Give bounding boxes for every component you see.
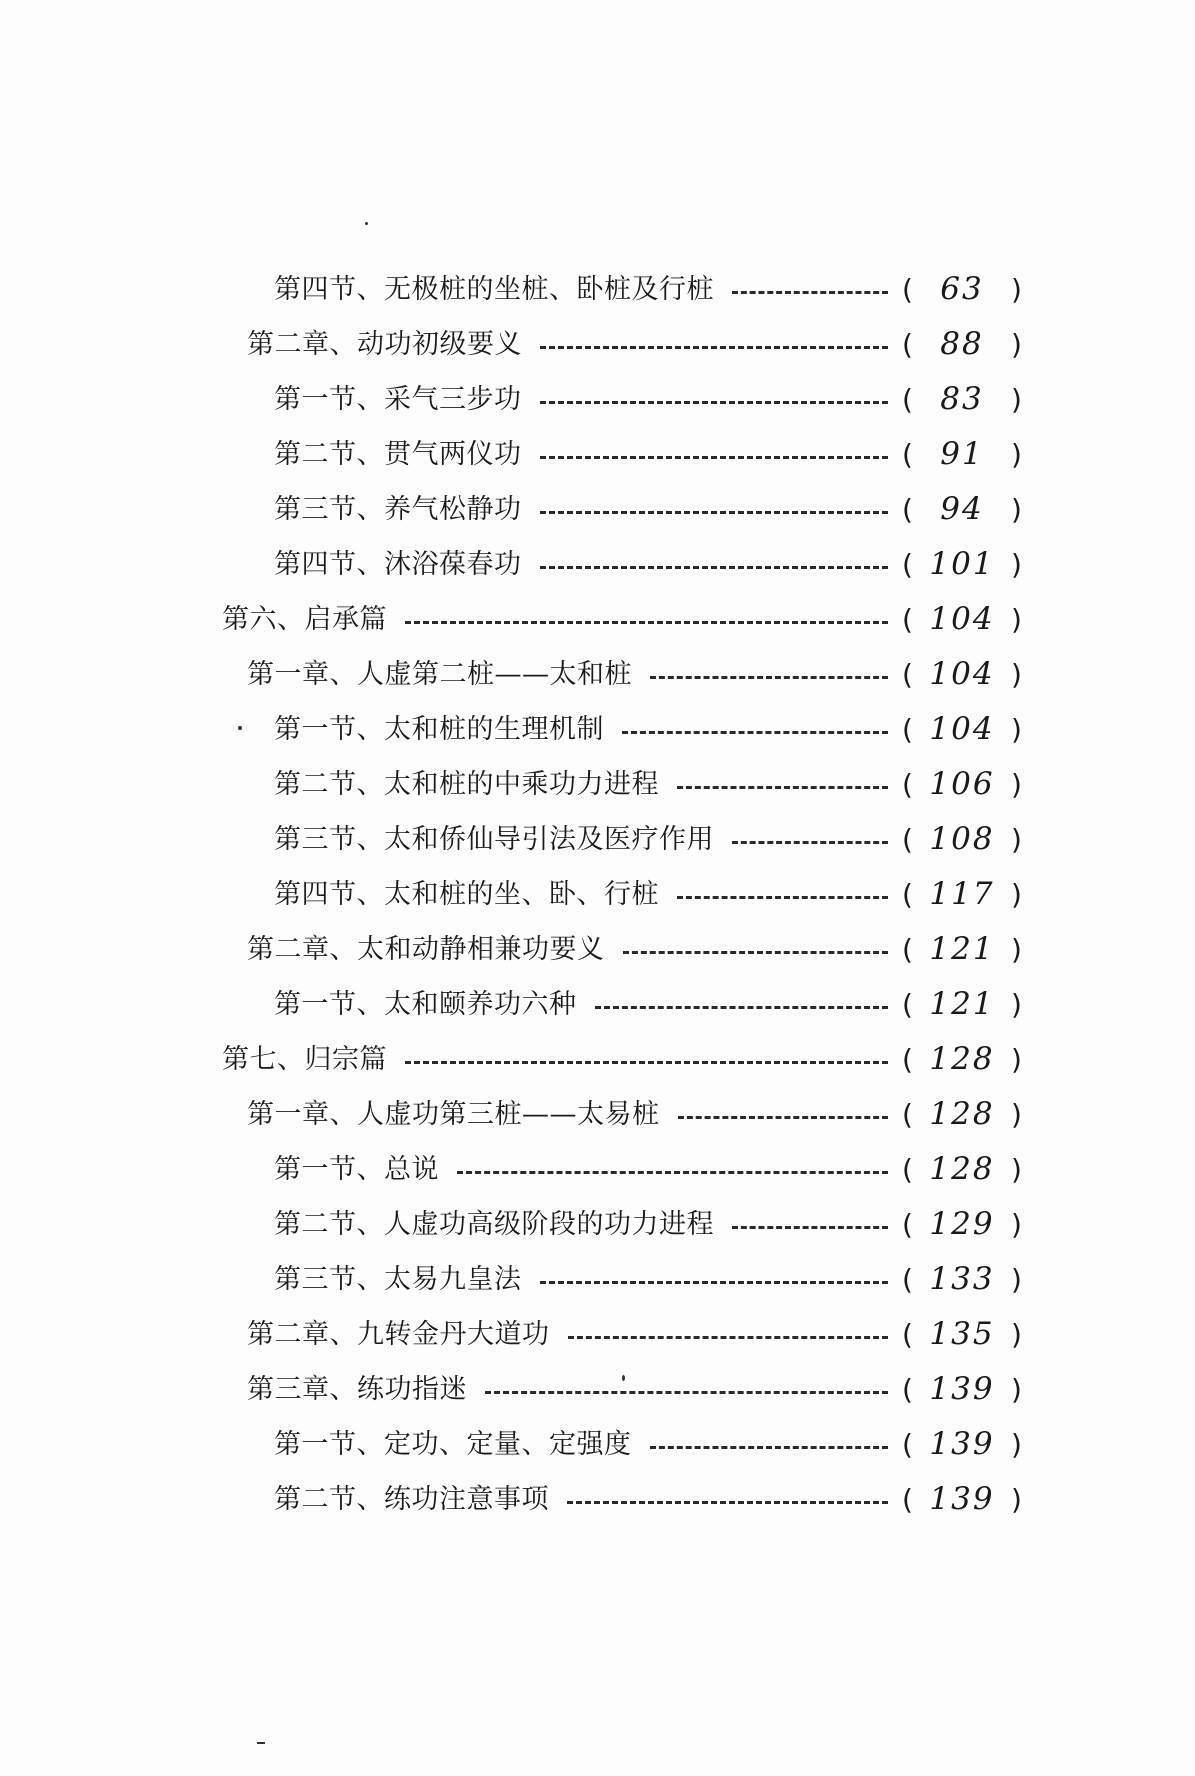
toc-entry-title: 第二节、太和桩的中乘功力进程	[274, 769, 659, 800]
toc-entry	[222, 537, 1022, 592]
toc-page-ref	[902, 262, 1022, 317]
toc-entry-title: 第二节、练功注意事项	[274, 1484, 549, 1515]
toc-page-ref	[902, 757, 1022, 812]
toc-leader-dashes	[457, 1169, 888, 1174]
toc-page-ref	[902, 867, 1022, 922]
toc-entry-title: 第一节、定功、定量、定强度	[274, 1429, 632, 1460]
toc-entry	[222, 1362, 1022, 1417]
toc-entry-title: 第三节、太和侨仙导引法及医疗作用	[274, 824, 714, 855]
toc-entry	[222, 812, 1022, 867]
toc-page-ref	[902, 1087, 1022, 1142]
toc-page-number: 94	[940, 491, 984, 527]
toc-entry-title: 第二章、太和动静相兼功要义	[247, 934, 605, 965]
close-paren: )	[1011, 1043, 1022, 1076]
toc-page-number: 88	[940, 326, 984, 362]
toc-entry-title: 第三章、练功指迷	[247, 1374, 467, 1405]
open-paren: (	[902, 1098, 913, 1131]
toc-leader-dashes	[540, 1279, 889, 1284]
toc-entry	[222, 592, 1022, 647]
close-paren: )	[1011, 603, 1022, 636]
open-paren: (	[902, 438, 913, 471]
toc-page-number: 106	[929, 766, 995, 802]
close-paren: )	[1011, 658, 1022, 691]
open-paren: (	[902, 493, 913, 526]
toc-page-number: 139	[929, 1481, 995, 1517]
toc-page-number: 83	[940, 381, 984, 417]
toc-entry	[222, 702, 1022, 757]
close-paren: )	[1011, 768, 1022, 801]
toc-entry	[222, 427, 1022, 482]
open-paren: (	[902, 823, 913, 856]
close-paren: )	[1011, 878, 1022, 911]
scan-speck	[238, 726, 242, 730]
toc-page-number: 104	[929, 711, 995, 747]
toc-entry	[222, 922, 1022, 977]
toc-entry-title: 第二节、贯气两仪功	[274, 439, 522, 470]
toc-leader-dashes	[405, 1059, 888, 1064]
close-paren: )	[1011, 1098, 1022, 1131]
toc-leader-dashes	[677, 784, 888, 789]
toc-page-ref	[902, 1417, 1022, 1472]
toc-leader-dashes	[677, 894, 888, 899]
toc-page-number: 139	[929, 1371, 995, 1407]
close-paren: )	[1011, 438, 1022, 471]
toc-leader-dashes	[732, 289, 888, 294]
toc-entry-title: 第一节、采气三步功	[274, 384, 522, 415]
open-paren: (	[902, 878, 913, 911]
toc-leader-dashes	[405, 619, 888, 624]
toc-entry-title: 第四节、沐浴葆春功	[274, 549, 522, 580]
toc-entry	[222, 1417, 1022, 1472]
toc-page-ref	[902, 1197, 1022, 1252]
toc-page-ref	[902, 1142, 1022, 1197]
toc-entry	[222, 647, 1022, 702]
toc-entry-title: 第六、启承篇	[222, 604, 387, 635]
toc-leader-dashes	[567, 1499, 888, 1504]
toc-page-ref	[902, 1362, 1022, 1417]
toc-page-number: 129	[929, 1206, 995, 1242]
toc-leader-dashes	[485, 1389, 888, 1394]
close-paren: )	[1011, 328, 1022, 361]
toc-leader-dashes	[732, 1224, 888, 1229]
close-paren: )	[1011, 1373, 1022, 1406]
toc-page-number: 128	[929, 1096, 995, 1132]
toc-page-ref	[902, 1472, 1022, 1527]
toc-entry-title: 第三节、养气松静功	[274, 494, 522, 525]
toc-page-ref	[902, 1032, 1022, 1087]
close-paren: )	[1011, 823, 1022, 856]
close-paren: )	[1011, 713, 1022, 746]
close-paren: )	[1011, 1318, 1022, 1351]
toc-entry-title: 第一节、太和桩的生理机制	[274, 714, 604, 745]
open-paren: (	[902, 1373, 913, 1406]
toc-entry	[222, 262, 1022, 317]
toc-entry-title: 第一节、总说	[274, 1154, 439, 1185]
toc-entry	[222, 1197, 1022, 1252]
toc-page-ref	[902, 372, 1022, 427]
toc-entry	[222, 1472, 1022, 1527]
toc-page-ref	[902, 1307, 1022, 1362]
toc-page-number: 128	[929, 1151, 995, 1187]
toc-page-ref	[902, 1252, 1022, 1307]
toc-leader-dashes	[540, 344, 888, 349]
open-paren: (	[902, 658, 913, 691]
toc-page-number: 128	[929, 1041, 995, 1077]
open-paren: (	[902, 548, 913, 581]
toc-page-number: 108	[929, 821, 995, 857]
toc-entry-title: 第二章、动功初级要义	[247, 329, 522, 360]
toc-leader-dashes	[540, 399, 889, 404]
scan-speck	[257, 1742, 265, 1744]
close-paren: )	[1011, 1263, 1022, 1296]
toc-leader-dashes	[540, 454, 889, 459]
toc-page-ref	[902, 592, 1022, 647]
open-paren: (	[902, 328, 913, 361]
toc-entry	[222, 372, 1022, 427]
toc-leader-dashes	[540, 509, 889, 514]
close-paren: )	[1011, 548, 1022, 581]
close-paren: )	[1011, 933, 1022, 966]
toc-page-number: 121	[929, 986, 995, 1022]
close-paren: )	[1011, 1483, 1022, 1516]
toc-page-ref	[902, 977, 1022, 1032]
toc-page-number: 133	[929, 1261, 995, 1297]
toc-entry	[222, 1307, 1022, 1362]
open-paren: (	[902, 603, 913, 636]
toc-leader-dashes	[650, 1444, 889, 1449]
toc-entry-title: 第四节、太和桩的坐、卧、行桩	[274, 879, 659, 910]
toc-page-ref	[902, 317, 1022, 372]
open-paren: (	[902, 1263, 913, 1296]
toc-page-ref	[902, 537, 1022, 592]
toc-page-number: 135	[929, 1316, 995, 1352]
toc-entry-title: 第三节、太易九皇法	[274, 1264, 522, 1295]
toc-entry	[222, 867, 1022, 922]
close-paren: )	[1011, 383, 1022, 416]
scan-speck	[622, 1375, 625, 1381]
toc-page-number: 63	[940, 271, 984, 307]
toc-leader-dashes	[568, 1334, 889, 1339]
toc-entry	[222, 1032, 1022, 1087]
close-paren: )	[1011, 988, 1022, 1021]
open-paren: (	[902, 383, 913, 416]
toc-leader-dashes	[623, 949, 889, 954]
toc-leader-dashes	[678, 1114, 889, 1119]
open-paren: (	[902, 1043, 913, 1076]
toc-page-ref	[902, 812, 1022, 867]
toc-entry-title: 第二章、九转金丹大道功	[247, 1319, 550, 1350]
table-of-contents	[222, 262, 1022, 1527]
toc-entry	[222, 1087, 1022, 1142]
open-paren: (	[902, 1483, 913, 1516]
toc-page-number: 91	[940, 436, 984, 472]
toc-entry-title: 第一章、人虚第二桩——太和桩	[247, 659, 632, 690]
toc-page-number: 104	[929, 656, 995, 692]
toc-entry	[222, 1142, 1022, 1197]
close-paren: )	[1011, 1428, 1022, 1461]
open-paren: (	[902, 1153, 913, 1186]
close-paren: )	[1011, 1153, 1022, 1186]
toc-page-ref	[902, 702, 1022, 757]
close-paren: )	[1011, 273, 1022, 306]
toc-entry	[222, 1252, 1022, 1307]
open-paren: (	[902, 933, 913, 966]
open-paren: (	[902, 273, 913, 306]
toc-entry	[222, 757, 1022, 812]
toc-leader-dashes	[540, 564, 889, 569]
toc-entry-title: 第四节、无极桩的坐桩、卧桩及行桩	[274, 274, 714, 305]
toc-leader-dashes	[732, 839, 888, 844]
toc-page-number: 101	[929, 546, 995, 582]
toc-page-ref	[902, 427, 1022, 482]
open-paren: (	[902, 1318, 913, 1351]
toc-page-number: 104	[929, 601, 995, 637]
toc-entry	[222, 317, 1022, 372]
toc-page-number: 139	[929, 1426, 995, 1462]
toc-leader-dashes	[622, 729, 888, 734]
close-paren: )	[1011, 493, 1022, 526]
toc-entry	[222, 482, 1022, 537]
toc-leader-dashes	[595, 1004, 889, 1009]
toc-page-number: 117	[929, 876, 995, 912]
toc-entry-title: 第一章、人虚功第三桩——太易桩	[247, 1099, 660, 1130]
toc-page-number: 121	[929, 931, 995, 967]
open-paren: (	[902, 988, 913, 1021]
toc-page-ref	[902, 647, 1022, 702]
close-paren: )	[1011, 1208, 1022, 1241]
toc-leader-dashes	[650, 674, 888, 679]
scan-speck	[365, 222, 368, 225]
toc-entry	[222, 977, 1022, 1032]
open-paren: (	[902, 768, 913, 801]
open-paren: (	[902, 1428, 913, 1461]
toc-entry-title: 第二节、人虚功高级阶段的功力进程	[274, 1209, 714, 1240]
toc-page-ref	[902, 922, 1022, 977]
open-paren: (	[902, 713, 913, 746]
toc-entry-title: 第一节、太和颐养功六种	[274, 989, 577, 1020]
toc-entry-title: 第七、归宗篇	[222, 1044, 387, 1075]
toc-page-ref	[902, 482, 1022, 537]
open-paren: (	[902, 1208, 913, 1241]
